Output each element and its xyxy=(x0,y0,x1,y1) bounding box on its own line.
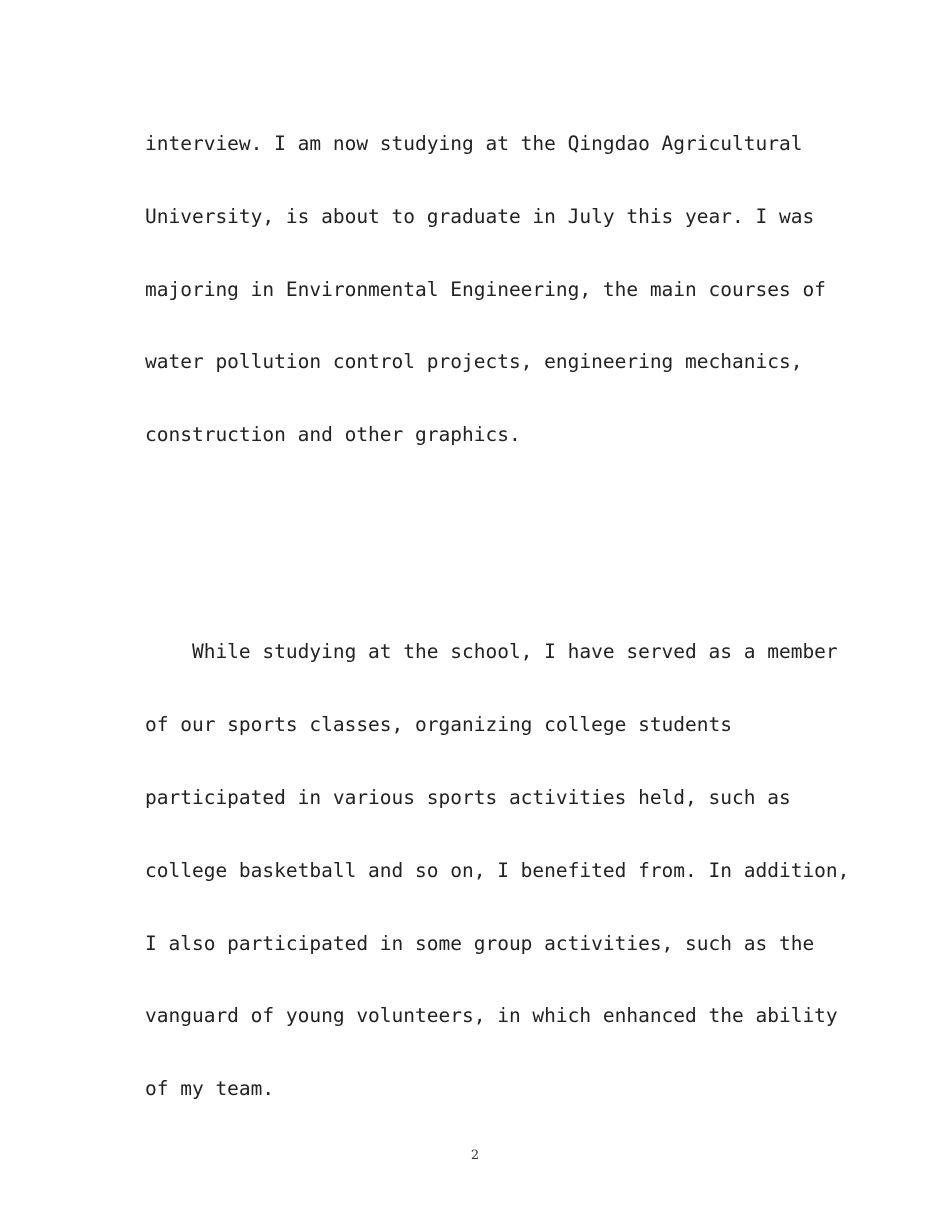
paragraph-line: University, is about to graduate in July this year. I was xyxy=(145,205,815,228)
paragraph-line: of my team. xyxy=(145,1077,275,1100)
paragraph-line: I also participated in some group activities, such as the xyxy=(145,932,815,955)
paragraph-line: of our sports classes, organizing college students xyxy=(145,713,732,736)
paragraph-line: interview. I am now studying at the Qingdao Agricultural xyxy=(145,132,803,155)
page-number: 2 xyxy=(470,1148,480,1163)
paragraph-line: water pollution control projects, engineering mechanics, xyxy=(145,350,803,373)
paragraph-line: participated in various sports activities held, such as xyxy=(145,786,791,809)
paragraph-line: college basketball and so on, I benefited from. In addition, xyxy=(145,859,850,882)
paragraph-line: vanguard of young volunteers, in which enhanced the ability xyxy=(145,1004,838,1027)
paragraph-line: construction and other graphics. xyxy=(145,423,521,446)
paragraph-line: While studying at the school, I have served as a member xyxy=(145,640,838,663)
paragraph-line: majoring in Environmental Engineering, the main courses of xyxy=(145,278,826,301)
